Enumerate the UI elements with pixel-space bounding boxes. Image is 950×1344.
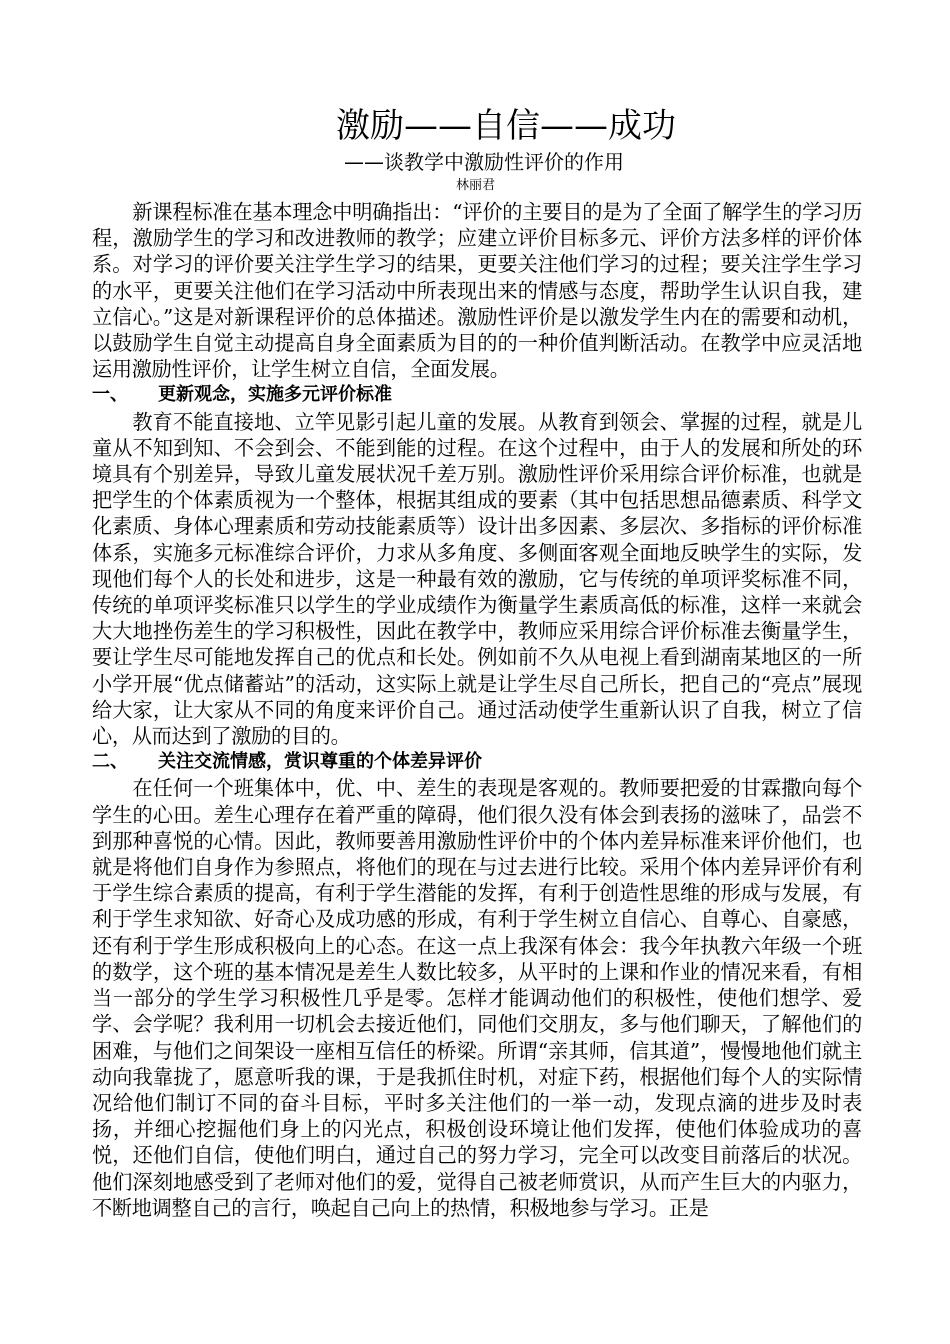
section-2-paragraph: 在任何一个班集体中，优、中、差生的表现是客观的。教师要把爱的甘霖撒向每个学生的心田。差生心理存在着严重的障碍，他们很久没有体会到表扬的滋味了，品尝不到那种喜悦的心情。因此，教师要善用激励性评价中的个体内差异标准来评价他们，也就是将他们自身作为参照点，将他们的现在与过去进行比较。采用个体内差异评价有利于学生综合素质的提高，有利于学生潜能的发挥，有利于创造性思维的形成与发展，有利于学生求知欲、好奇心及成功感的形成，有利于学生树立自信心、自尊心、自豪感，还有利于学生形成积极向上的心态。在这一点上我深有体会：我今年执教六年级一个班的数学，这个班的基本情况是差生人数比较多，从平时的上课和作业的情况来看，有相当一部分的学生学习积极性几乎是零。怎样才能调动他们的积极性，使他们想学、爱学、会学呢？我利用一切机会去接近他们，同他们交朋友，多与他们聊天，了解他们的困难，与他们之间架设一座相互信任的桥梁。所谓“亲其师，信其道”，慢慢地他们就主动向我靠拢了，愿意听我的课，于是我抓住时机，对症下药，根据他们每个人的实际情况给他们制订不同的奋斗目标，平时多关注他们的一举一动，发现点滴的进步及时表扬，并细心挖掘他们身上的闪光点，积极创设环境让他们发挥，使他们体验成功的喜悦，还他们自信，使他们明白，通过自己的努力学习，完全可以改变目前落后的状况。他们深刻地感受到了老师对他们的爱，觉得自己被老师赏识，从而产生巨大的内驱力，不断地调整自己的言行，唤起自己向上的热情，积极地参与学习。正是 <box>92 776 862 1220</box>
section-2-heading <box>92 749 862 775</box>
section-1-paragraph: 教育不能直接地、立竿见影引起儿童的发展。从教育到领会、掌握的过程，就是儿童从不知到知、不会到会、不能到能的过程。在这个过程中，由于人的发展和所处的环境具有个别差异，导致儿童发展状况千差万别。激励性评价采用综合评价标准，也就是把学生的个体素质视为一个整体，根据其组成的要素（其中包括思想品德素质、科学文化素质、身体心理素质和劳动技能素质等）设计出多因素、多层次、多指标的评价标准体系，实施多元标准综合评价，力求从多角度、多侧面客观全面地反映学生的实际，发现他们每个人的长处和进步，这是一种最有效的激励，它与传统的单项评奖标准不同，传统的单项评奖标准只以学生的学业成绩作为衡量学生素质高低的标准，这样一来就会大大地挫伤差生的学习积极性，因此在教学中，教师应采用综合评价标准去衡量学生，要让学生尽可能地发挥自己的优点和长处。例如前不久从电视上看到湖南某地区的一所小学开展“优点储蓄站”的活动，这实际上就是让学生尽自己所长，把自己的“亮点”展现给大家，让大家从不同的角度来评价自己。通过活动使学生重新认识了自我，树立了信心，从而达到了激励的目的。 <box>92 409 862 749</box>
section-1-title: 更新观念，实施多元评价标准 <box>158 384 392 406</box>
section-2-number: 二、 <box>92 751 128 773</box>
document-subtitle: ——谈教学中激励性评价的作用 <box>344 150 624 174</box>
section-1-heading <box>92 382 862 408</box>
document-author: 林丽君 <box>456 178 496 193</box>
section-1-number: 一、 <box>92 384 128 406</box>
document-title: 激励——自信——成功 <box>336 106 676 146</box>
intro-paragraph: 新课程标准在基本理念中明确指出：“评价的主要目的是为了全面了解学生的学习历程，激励学生的学习和改进教师的教学；应建立评价目标多元、评价方法多样的评价体系。对学习的评价要关注学生学习的结果，更要关注他们学习的过程；要关注学生学习的水平，更要关注他们在学习活动中所表现出来的情感与态度，帮助学生认识自我，建立信心。”这是对新课程评价的总体描述。激励性评价是以激发学生内在的需要和动机，以鼓励学生自觉主动提高自身全面素质为目的的一种价值判断活动。在教学中应灵活地运用激励性评价，让学生树立自信，全面发展。 <box>92 200 862 382</box>
document-body <box>92 199 862 1221</box>
section-2-title: 关注交流情感，赏识尊重的个体差异评价 <box>158 751 482 773</box>
